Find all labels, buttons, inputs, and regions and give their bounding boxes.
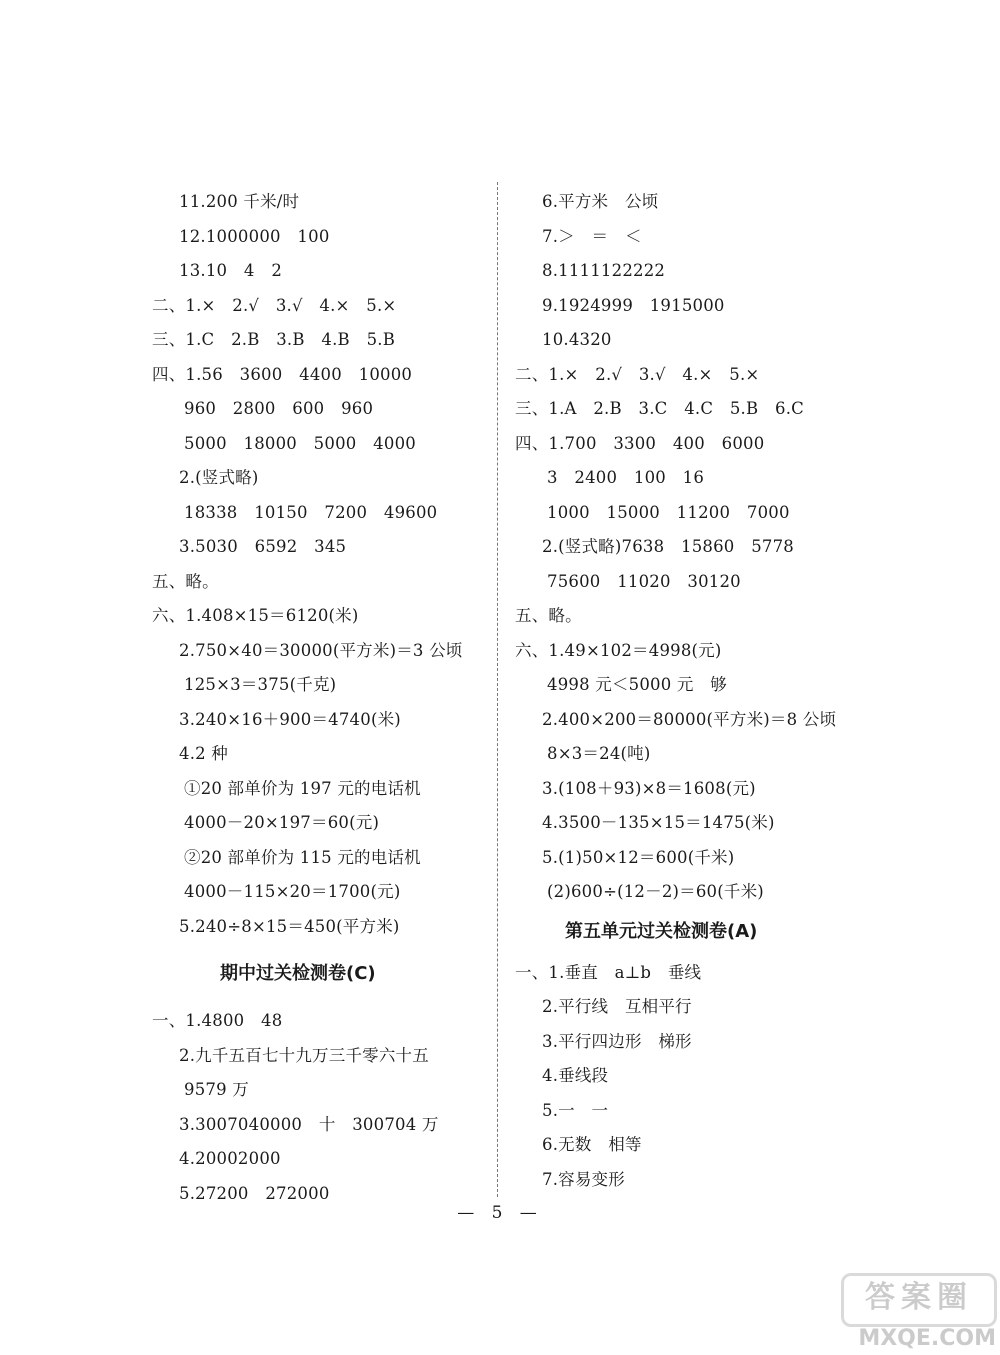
answer-line: 11.200 千米/时 [179,192,300,211]
answer-line: 10.4320 [542,330,612,349]
answer-line: 125×3＝375(千克) [184,675,337,694]
answer-line: 六、1.408×15＝6120(米) [152,606,359,625]
answer-line: 5000 18000 5000 4000 [184,433,416,453]
left-column [152,185,492,1211]
answer-line: 4.垂线段 [542,1066,609,1085]
section-heading-midterm-c: 期中过关检测卷(C) [220,963,376,984]
column-divider [497,182,498,1197]
right-answer-list-after [515,956,855,1198]
answer-line: 8×3＝24(吨) [547,744,651,763]
answer-line: 四、1.700 3300 400 6000 [515,433,765,453]
answer-line: 13.10 4 2 [179,261,283,280]
right-column [515,185,855,1197]
answer-line: ②20 部单价为 115 元的电话机 [184,847,421,867]
left-answer-list-after [152,1004,492,1211]
right-answer-list [515,185,855,910]
answer-line: 2.九千五百七十九万三千零六十五 [179,1045,429,1065]
answer-line: 三、1.A 2.B 3.C 4.C 5.B 6.C [515,399,804,418]
answer-line: 960 2800 600 960 [184,399,374,418]
answer-line: 2.(竖式略)7638 15860 5778 [542,537,794,556]
answer-line: 3.5030 6592 345 [179,537,347,556]
answer-line: 75600 11020 30120 [547,571,741,591]
answer-line: 4.3500－135×15＝1475(米) [542,813,775,832]
answer-line: 4.20002000 [179,1149,281,1168]
answer-line: 二、1.× 2.√ 3.√ 4.× 5.× [515,364,760,384]
answer-line: 7.＞ ＝ ＜ [542,226,642,246]
answer-line: 3 2400 100 16 [547,468,705,487]
answer-line: 12.1000000 100 [179,226,330,246]
answer-line: 3.240×16＋900＝4740(米) [179,709,401,729]
answer-line: 6.无数 相等 [542,1135,642,1154]
answer-line: 五、略。 [515,606,582,625]
answer-line: 4998 元＜5000 元 够 [547,675,727,694]
section-heading-unit5-a: 第五单元过关检测卷(A) [565,920,758,942]
answer-line: 18338 10150 7200 49600 [184,502,438,522]
answer-line: 三、1.C 2.B 3.B 4.B 5.B [152,330,396,349]
answer-line: (2)600÷(12－2)＝60(千米) [547,882,764,901]
watermark-site: MXQE.COM [858,1326,996,1351]
answer-line: 5.(1)50×12＝600(千米) [542,847,735,867]
answer-line: 9579 万 [184,1080,249,1099]
answer-line: 9.1924999 1915000 [542,295,725,315]
page-number: — 5 — [457,1203,543,1223]
answer-line: 6.平方米 公顷 [542,192,659,211]
answer-line: 五、略。 [152,571,219,591]
answer-line: 3.3007040000 十 300704 万 [179,1114,439,1134]
answer-line: 1000 15000 11200 7000 [547,502,790,522]
answer-line: 2.(竖式略) [179,468,259,487]
answer-line: 4.2 种 [179,744,228,763]
answer-line: 2.750×40＝30000(平方米)＝3 公顷 [179,640,463,660]
answer-line: 5.27200 272000 [179,1183,330,1203]
answer-line: 一、1.4800 48 [152,1011,283,1030]
answer-line: 5.一 一 [542,1100,609,1120]
answer-line: 二、1.× 2.√ 3.√ 4.× 5.× [152,295,397,315]
answer-line: 2.平行线 互相平行 [542,997,692,1016]
answer-line: 3.平行四边形 梯形 [542,1031,692,1051]
answer-line: 4000－20×197＝60(元) [184,813,380,832]
answer-line: 六、1.49×102＝4998(元) [515,640,722,660]
answer-line: 一、1.垂直 a⊥b 垂线 [515,962,702,982]
answer-line: 5.240÷8×15＝450(平方米) [179,916,400,936]
answer-line: 四、1.56 3600 4400 10000 [152,364,413,384]
answer-line: 4000－115×20＝1700(元) [184,882,401,901]
answer-line: 7.容易变形 [542,1169,625,1189]
answer-line: ①20 部单价为 197 元的电话机 [184,778,421,798]
watermark-logo: 答案圈 [841,1273,997,1327]
answer-line: 2.400×200＝80000(平方米)＝8 公顷 [542,709,837,729]
left-answer-list [152,185,492,944]
answer-line: 3.(108＋93)×8＝1608(元) [542,778,756,798]
watermark [831,1273,996,1351]
answer-line: 8.1111122222 [542,261,666,280]
